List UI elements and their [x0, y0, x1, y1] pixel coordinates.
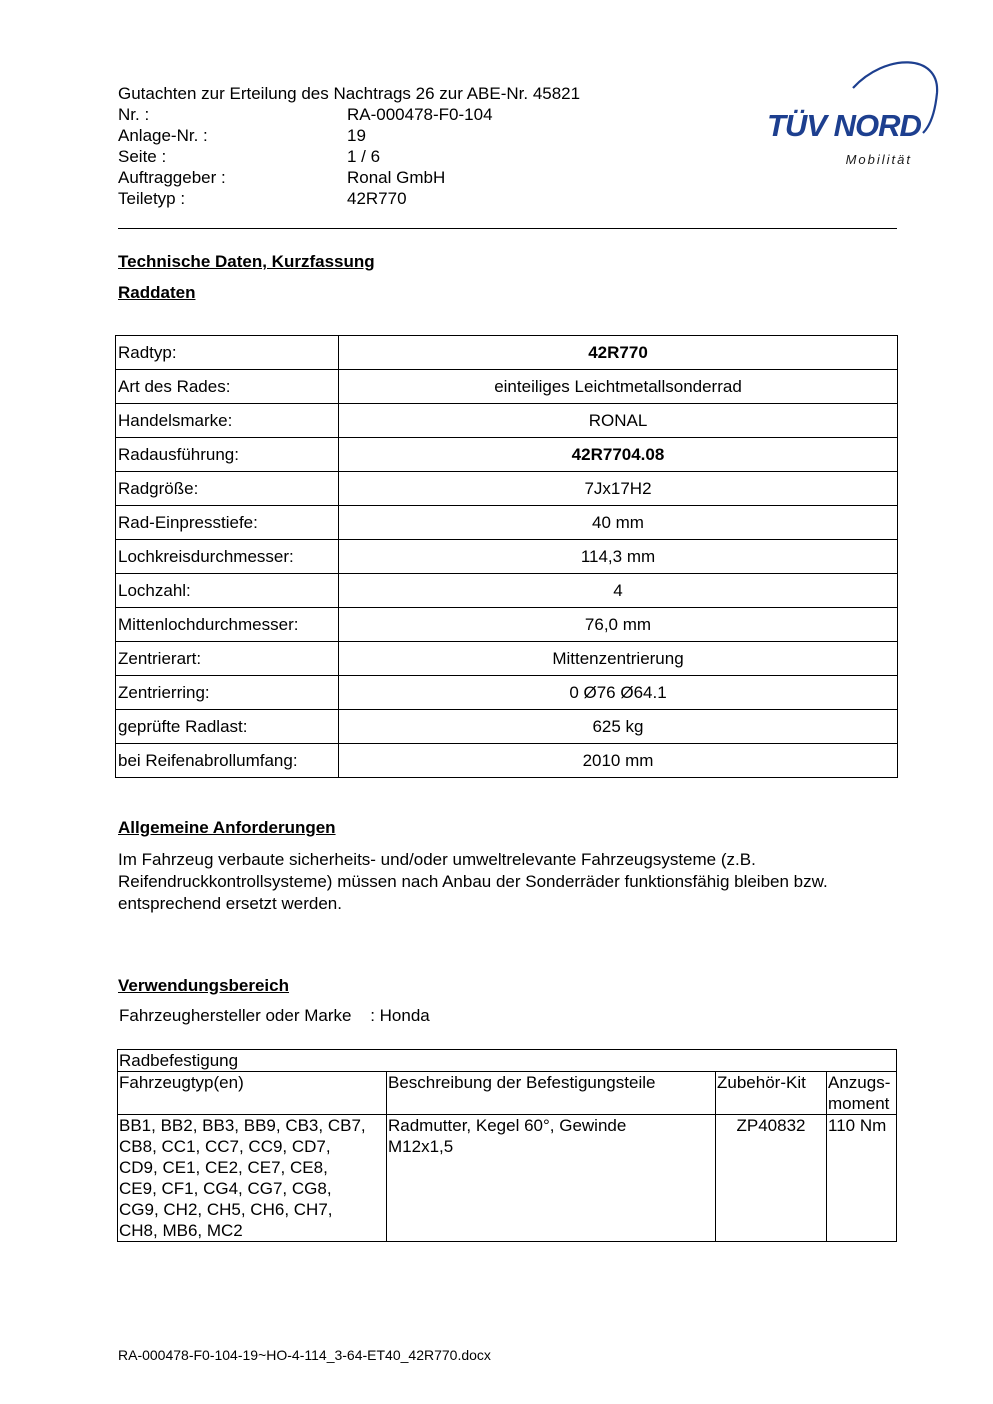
torque-cell: 110 Nm: [827, 1115, 897, 1242]
wheel-data-row: [116, 506, 898, 540]
wheel-data-value: Mittenzentrierung: [339, 642, 898, 676]
header-row: [118, 146, 381, 167]
torque-header-line: moment: [828, 1094, 890, 1113]
wheel-data-row: [116, 710, 898, 744]
tuev-nord-logo: [765, 58, 940, 173]
header-row-value: RA-000478-F0-104: [347, 105, 493, 124]
wheel-data-row: [116, 404, 898, 438]
vehicle-types-cell: [118, 1115, 387, 1242]
wheel-data-value: 2010 mm: [339, 744, 898, 778]
wheel-data-table: [115, 335, 898, 778]
fixing-description-line: Radmutter, Kegel 60°, Gewinde: [388, 1116, 627, 1135]
maker-value: Honda: [379, 1006, 430, 1025]
vehicle-types-line: CG9, CH2, CH5, CH6, CH7,: [119, 1200, 333, 1219]
wheel-data-label: Radtyp:: [116, 336, 339, 370]
wheel-data-row: [116, 336, 898, 370]
wheel-data-value: 76,0 mm: [339, 608, 898, 642]
wheel-data-label: Rad-Einpresstiefe:: [116, 506, 339, 540]
wheel-data-label: Handelsmarke:: [116, 404, 339, 438]
header-row-value: 42R770: [347, 189, 407, 208]
header-row-value: Ronal GmbH: [347, 168, 446, 187]
wheel-data-value: 0 Ø76 Ø64.1: [339, 676, 898, 710]
header-row-label: Nr. :: [118, 105, 150, 124]
logo-brand: TÜV NORD: [767, 108, 921, 143]
header-row-value: 19: [347, 126, 366, 145]
wheel-data-label: Zentrierring:: [116, 676, 339, 710]
header-fixing-description: Beschreibung der Befestigungsteile: [387, 1072, 716, 1115]
header-row: [118, 167, 446, 188]
wheel-data-value: 40 mm: [339, 506, 898, 540]
wheel-data-row: [116, 370, 898, 404]
maker-label: Fahrzeughersteller oder Marke: [119, 1006, 352, 1025]
vehicle-types-line: CB8, CC1, CC7, CC9, CD7,: [119, 1137, 331, 1156]
vehicle-types-line: CD9, CE1, CE2, CE7, CE8,: [119, 1158, 328, 1177]
footer-filename: RA-000478-F0-104-19~HO-4-114_3-64-ET40_42R770.docx: [118, 1347, 491, 1363]
header-divider: [118, 228, 897, 229]
header-row-value: 1 / 6: [347, 147, 381, 166]
wheel-data-row: [116, 574, 898, 608]
wheel-data-row: [116, 540, 898, 574]
wheel-data-value: RONAL: [339, 404, 898, 438]
wheel-data-label: Radgröße:: [116, 472, 339, 506]
wheel-data-label: Mittenlochdurchmesser:: [116, 608, 339, 642]
wheel-data-value: 4: [339, 574, 898, 608]
wheel-data-row: [116, 472, 898, 506]
vehicle-maker-line: [119, 1006, 430, 1026]
wheel-data-label: geprüfte Radlast:: [116, 710, 339, 744]
wheel-data-row: [116, 438, 898, 472]
wheel-data-value: 114,3 mm: [339, 540, 898, 574]
header-row-label: Auftraggeber :: [118, 168, 226, 187]
wheel-data-row: [116, 642, 898, 676]
vehicle-types-line: BB1, BB2, BB3, BB9, CB3, CB7,: [119, 1116, 366, 1135]
wheel-data-row: [116, 608, 898, 642]
wheel-data-value: 42R770: [339, 336, 898, 370]
header-row: [118, 104, 493, 125]
section-general-heading: Allgemeine Anforderungen: [118, 818, 336, 837]
wheel-data-row: [116, 676, 898, 710]
report-title: Gutachten zur Erteilung des Nachtrags 26 zur ABE-Nr. 45821: [118, 84, 581, 103]
fixing-title: Radbefestigung: [118, 1050, 897, 1072]
section-raddaten-heading: Raddaten: [118, 283, 196, 302]
fixing-description-cell: [387, 1115, 716, 1242]
wheel-data-label: bei Reifenabrollumfang:: [116, 744, 339, 778]
wheel-data-row: [116, 744, 898, 778]
fixing-description-line: M12x1,5: [388, 1137, 454, 1156]
vehicle-types-line: CH8, MB6, MC2: [119, 1221, 243, 1240]
section-tech-heading: Technische Daten, Kurzfassung: [118, 252, 375, 271]
wheel-data-label: Lochkreisdurchmesser:: [116, 540, 339, 574]
torque-header-line: Anzugs-: [828, 1073, 891, 1092]
wheel-data-value: 625 kg: [339, 710, 898, 744]
header-row: [118, 188, 407, 209]
wheel-data-value: 7Jx17H2: [339, 472, 898, 506]
wheel-fixing-table: [117, 1049, 897, 1242]
header-row: [118, 125, 366, 146]
accessory-kit-cell: ZP40832: [716, 1115, 827, 1242]
header-row-label: Teiletyp :: [118, 189, 186, 208]
wheel-data-value: 42R7704.08: [339, 438, 898, 472]
header-vehicle-types: Fahrzeugtyp(en): [118, 1072, 387, 1115]
header-row-label: Seite :: [118, 147, 167, 166]
header-row-label: Anlage-Nr. :: [118, 126, 208, 145]
maker-separator: :: [370, 1006, 375, 1025]
header-torque: [827, 1072, 897, 1115]
section-usage-heading: Verwendungsbereich: [118, 976, 289, 995]
logo-subtitle: Mobilität: [845, 152, 912, 167]
wheel-data-label: Radausführung:: [116, 438, 339, 472]
header-accessory-kit: Zubehör-Kit: [716, 1072, 827, 1115]
vehicle-types-line: CE9, CF1, CG4, CG7, CG8,: [119, 1179, 332, 1198]
general-requirements-text: Im Fahrzeug verbaute sicherheits- und/oder umweltrelevante Fahrzeugsysteme (z.B. Reifendruckkontrollsysteme) müssen nach Anbau der Sonderräder funktionsfähig bleiben bzw. entsprechend ersetzt werden.: [118, 850, 828, 913]
wheel-data-label: Zentrierart:: [116, 642, 339, 676]
wheel-data-label: Art des Rades:: [116, 370, 339, 404]
wheel-data-label: Lochzahl:: [116, 574, 339, 608]
wheel-data-value: einteiliges Leichtmetallsonderrad: [339, 370, 898, 404]
